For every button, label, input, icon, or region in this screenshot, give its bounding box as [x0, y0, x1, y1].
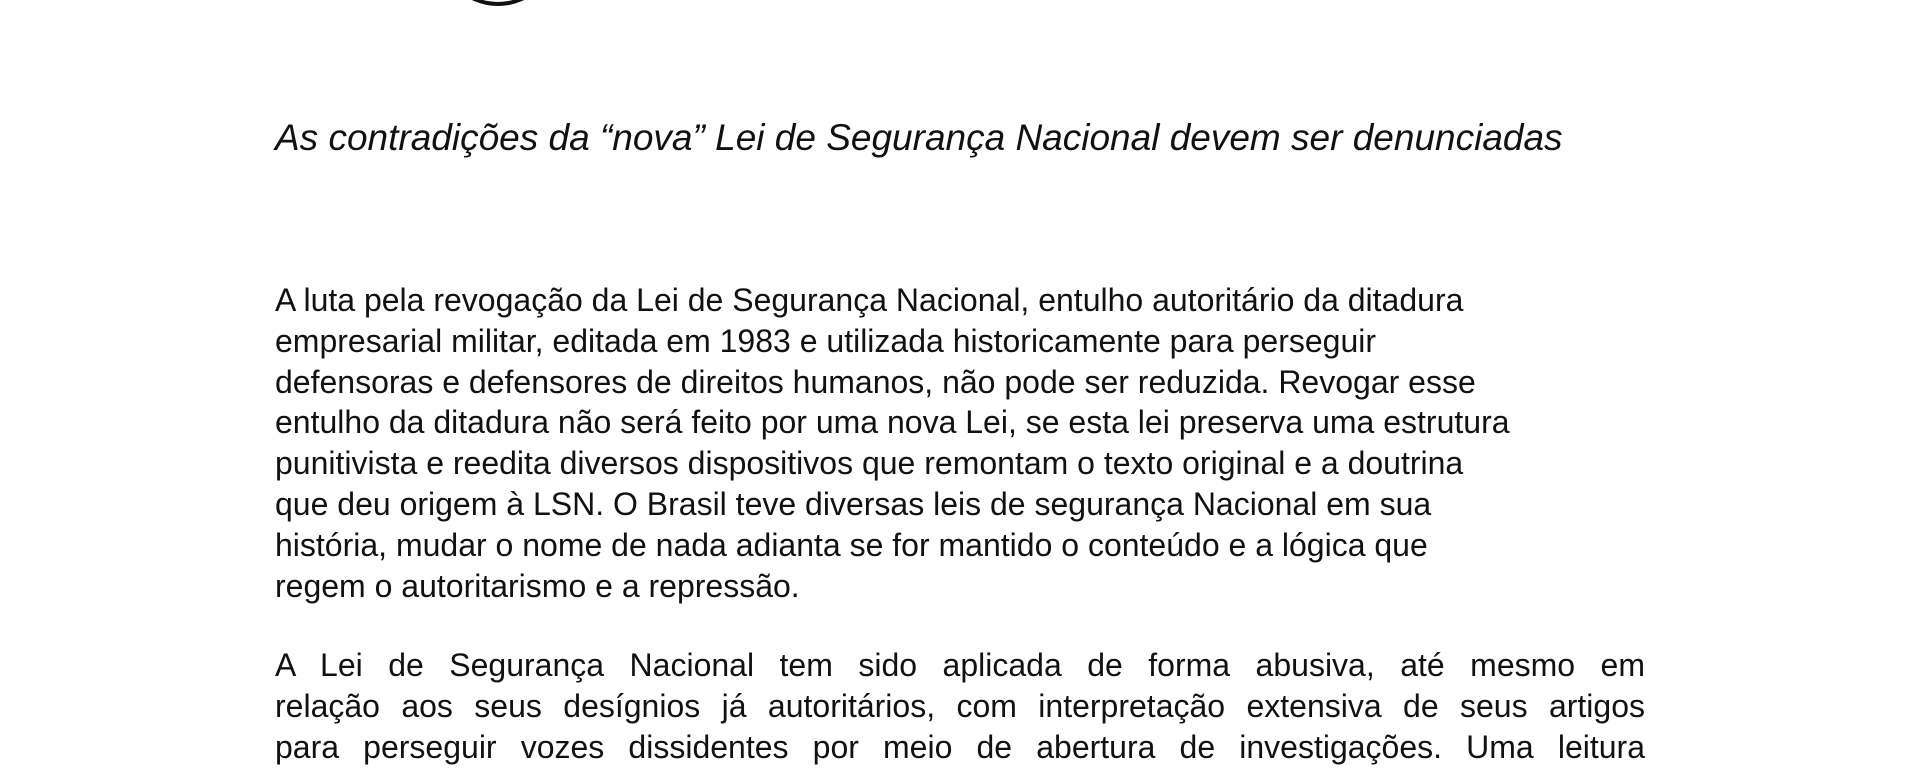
paragraph-line: história, mudar o nome de nada adianta se for mantido o conteúdo e a lógica que [275, 526, 1428, 563]
paragraph-line: entulho da ditadura não será feito por uma nova Lei, se esta lei preserva uma estrutura [275, 404, 1510, 441]
logo-emblem [438, 0, 558, 6]
document-title: As contradições da “nova” Lei de Segurança Nacional devem ser denunciadas [275, 117, 1563, 158]
paragraph-line: punitivista e reedita diversos dispositivos que remontam o texto original e a doutrina [275, 445, 1464, 482]
paragraph-line: A luta pela revogação da Lei de Segurança Nacional, entulho autoritário da ditadura [275, 282, 1464, 318]
paragraph-line: relação aos seus desígnios já autoritários, com interpretação extensiva de seus artigos [275, 687, 1645, 724]
paragraph-line: para perseguir vozes dissidentes por meio de abertura de investigações. Uma leitura [275, 728, 1645, 765]
paragraph [275, 645, 1645, 767]
paragraph-line: A Lei de Segurança Nacional tem sido aplicada de forma abusiva, até mesmo em [275, 647, 1645, 683]
paragraph-line: que deu origem à LSN. O Brasil teve diversas leis de segurança Nacional em sua [275, 485, 1432, 522]
paragraph-line: defensoras e defensores de direitos humanos, não pode ser reduzida. Revogar esse [275, 363, 1476, 400]
paragraph [275, 280, 1645, 606]
paragraph-line: regem o autoritarismo e a repressão. [275, 567, 800, 604]
paragraph-line: empresarial militar, editada em 1983 e utilizada historicamente para perseguir [275, 322, 1377, 359]
